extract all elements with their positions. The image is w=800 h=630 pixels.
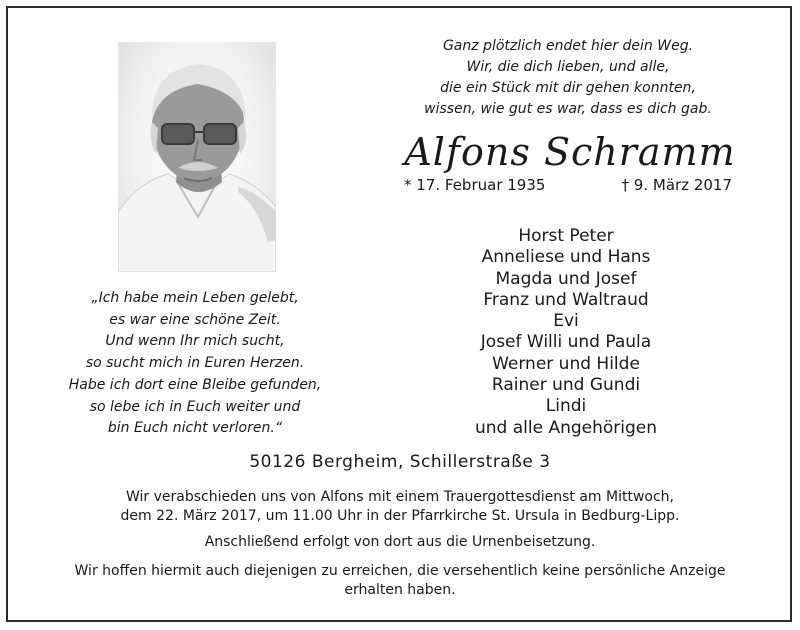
mourner-entry: Rainer und Gundi bbox=[491, 375, 641, 396]
mourner-entry: Josef Willi und Paula bbox=[480, 332, 652, 353]
mourner-entry: Magda und Josef bbox=[495, 268, 637, 289]
service-line: Wir verabschieden uns von Alfons mit einem Trauergottesdienst am Mittwoch, bbox=[125, 489, 675, 505]
poem-line: Wir, die dich lieben, und alle, bbox=[466, 59, 670, 75]
quote-line: Und wenn Ihr mich sucht, bbox=[105, 333, 285, 350]
birth-date: * 17. Februar 1935 bbox=[404, 176, 546, 194]
mourner-entry: und alle Angehörigen bbox=[474, 417, 658, 438]
mourner-entry: Evi bbox=[553, 311, 579, 332]
deceased-name: Alfons Schramm bbox=[404, 130, 736, 174]
memorial-quote bbox=[40, 288, 350, 440]
service-line: dem 22. März 2017, um 11.00 Uhr in der Pfarrkirche St. Ursula in Bedburg-Lipp. bbox=[120, 508, 680, 524]
quote-line: Habe ich dort eine Bleibe gefunden, bbox=[68, 376, 322, 393]
quote-line: so lebe ich in Euch weiter und bbox=[89, 398, 301, 415]
mourner-entry: Anneliese und Hans bbox=[481, 247, 651, 268]
mourner-entry: Horst Peter bbox=[518, 226, 614, 246]
service-announcement bbox=[0, 488, 800, 526]
urn-burial-note: Anschließend erfolgt von dort aus die Urnenbeisetzung. bbox=[204, 534, 596, 550]
closing-line: Wir hoffen hiermit auch diejenigen zu erreichen, die versehentlich keine persönliche Anzeige bbox=[74, 563, 726, 579]
mourner-entry: Lindi bbox=[545, 396, 587, 417]
closing-line: erhalten haben. bbox=[344, 582, 456, 598]
mourners-list bbox=[436, 226, 696, 439]
poem-line: Ganz plötzlich endet hier dein Weg. bbox=[442, 38, 694, 54]
mourner-entry: Franz und Waltraud bbox=[483, 289, 649, 310]
death-date: † 9. März 2017 bbox=[621, 176, 732, 194]
mourner-entry: Werner und Hilde bbox=[492, 353, 640, 374]
poem-line: die ein Stück mit dir gehen konnten, bbox=[440, 80, 696, 96]
portrait-photo bbox=[118, 42, 276, 272]
closing-note bbox=[0, 562, 800, 600]
quote-line: so sucht mich in Euren Herzen. bbox=[85, 355, 305, 372]
poem-line: wissen, wie gut es war, dass es dich gab. bbox=[424, 101, 712, 117]
quote-line: es war eine schöne Zeit. bbox=[109, 311, 281, 328]
family-address: 50126 Bergheim, Schillerstraße 3 bbox=[249, 452, 551, 472]
quote-line: bin Euch nicht verloren.“ bbox=[107, 420, 283, 437]
quote-line: „Ich habe mein Leben gelebt, bbox=[91, 290, 299, 306]
life-dates bbox=[404, 176, 732, 194]
poem-top bbox=[400, 36, 736, 120]
